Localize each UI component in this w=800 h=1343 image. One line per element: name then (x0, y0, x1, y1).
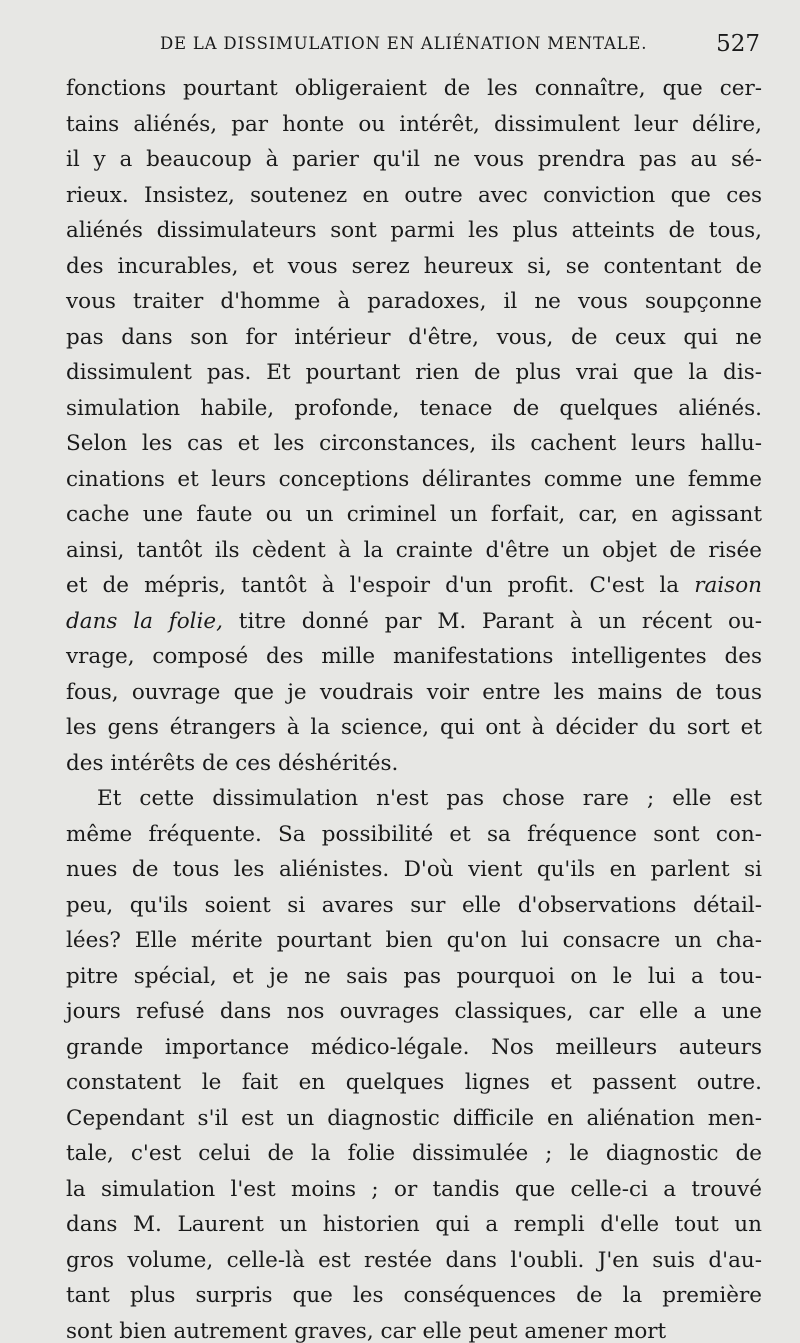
text-line: ainsi, tantôt ils cèdent à la crainte d'être un objet de risée (66, 537, 762, 563)
text-line: dans M. Laurent un historien qui a rempli d'elle tout un (66, 1212, 762, 1237)
text-line: cinations et leurs conceptions délirantes comme une femme (66, 466, 762, 492)
text-line: lées? Elle mérite pourtant bien qu'on lui consacre un cha- (66, 928, 762, 953)
text-line: pas dans son for intérieur d'être, vous, de ceux qui ne (66, 324, 762, 350)
text-line: jours refusé dans nos ouvrages classiques, car elle a une (66, 999, 762, 1024)
text-line: tains aliénés, par honte ou intérêt, dissimulent leur délire, (66, 111, 762, 137)
text-line: fous, ouvrage que je voudrais voir entre les mains de tous (66, 679, 762, 705)
text-line (66, 604, 762, 640)
text-line: grande importance médico-légale. Nos meilleurs auteurs (66, 1034, 762, 1060)
text-line: tant plus surpris que les conséquences de la première (66, 1283, 762, 1308)
body-text (66, 71, 762, 1343)
text-line: Cependant s'il est un diagnostic difficile en aliénation men- (66, 1105, 762, 1131)
text-line: Et cette dissimulation n'est pas chose rare ; elle est (97, 786, 762, 811)
text-line: vous traiter d'homme à paradoxes, il ne vous soupçonne (66, 289, 762, 314)
text-line: des intérêts de ces déshérités. (66, 750, 399, 776)
text-line: dissimulent pas. Et pourtant rien de plus vrai que la dis- (66, 360, 762, 385)
text-segment: et de mépris, tantôt à l'espoir d'un profit. C'est la (66, 573, 695, 598)
italic-title: raison (694, 573, 762, 598)
text-line: des incurables, et vous serez heureux si, se contentant de (66, 253, 762, 279)
text-line: nues de tous les aliénistes. D'où vient qu'ils en parlent si (66, 857, 762, 882)
italic-title: dans la folie, (66, 608, 223, 634)
text-line: les gens étrangers à la science, qui ont à décider du sort et (66, 715, 762, 740)
text-line: peu, qu'ils soient si avares sur elle d'observations détail- (66, 892, 762, 918)
page-number: 527 (716, 31, 760, 57)
text-line: cache une faute ou un criminel un forfait, car, en agissant (66, 502, 762, 527)
text-line: la simulation l'est moins ; or tandis que celle-ci a trouvé (66, 1176, 762, 1202)
text-line: Selon les cas et les circonstances, ils cachent leurs hallu- (66, 431, 762, 456)
text-line: vrage, composé des mille manifestations intelligentes des (66, 644, 762, 669)
text-line: gros volume, celle-là est restée dans l'oubli. J'en suis d'au- (66, 1247, 762, 1273)
text-line: aliénés dissimulateurs sont parmi les plus atteints de tous, (66, 218, 762, 243)
running-header (66, 31, 762, 58)
text-line: rieux. Insistez, soutenez en outre avec conviction que ces (66, 182, 762, 208)
text-line (66, 568, 762, 604)
text-line: même fréquente. Sa possibilité et sa fréquence sont con- (66, 821, 762, 847)
text-line: fonctions pourtant obligeraient de les connaître, que cer- (66, 76, 762, 101)
text-line: constatent le fait en quelques lignes et passent outre. (66, 1070, 762, 1095)
running-title: DE LA DISSIMULATION EN ALIÉNATION MENTALE. (160, 34, 648, 53)
text-line: il y a beaucoup à parier qu'il ne vous prendra pas au sé- (66, 147, 762, 172)
text-line: sont bien autrement graves, car elle peut amener mort (66, 1318, 667, 1343)
text-line: simulation habile, profonde, tenace de quelques aliénés. (66, 395, 762, 421)
text-line: pitre spécial, et je ne sais pas pourquoi on le lui a tou- (66, 963, 762, 989)
text-line: tale, c'est celui de la folie dissimulée ; le diagnostic de (66, 1141, 762, 1166)
text-segment: titre donné par M. Parant à un récent ou- (223, 608, 763, 634)
